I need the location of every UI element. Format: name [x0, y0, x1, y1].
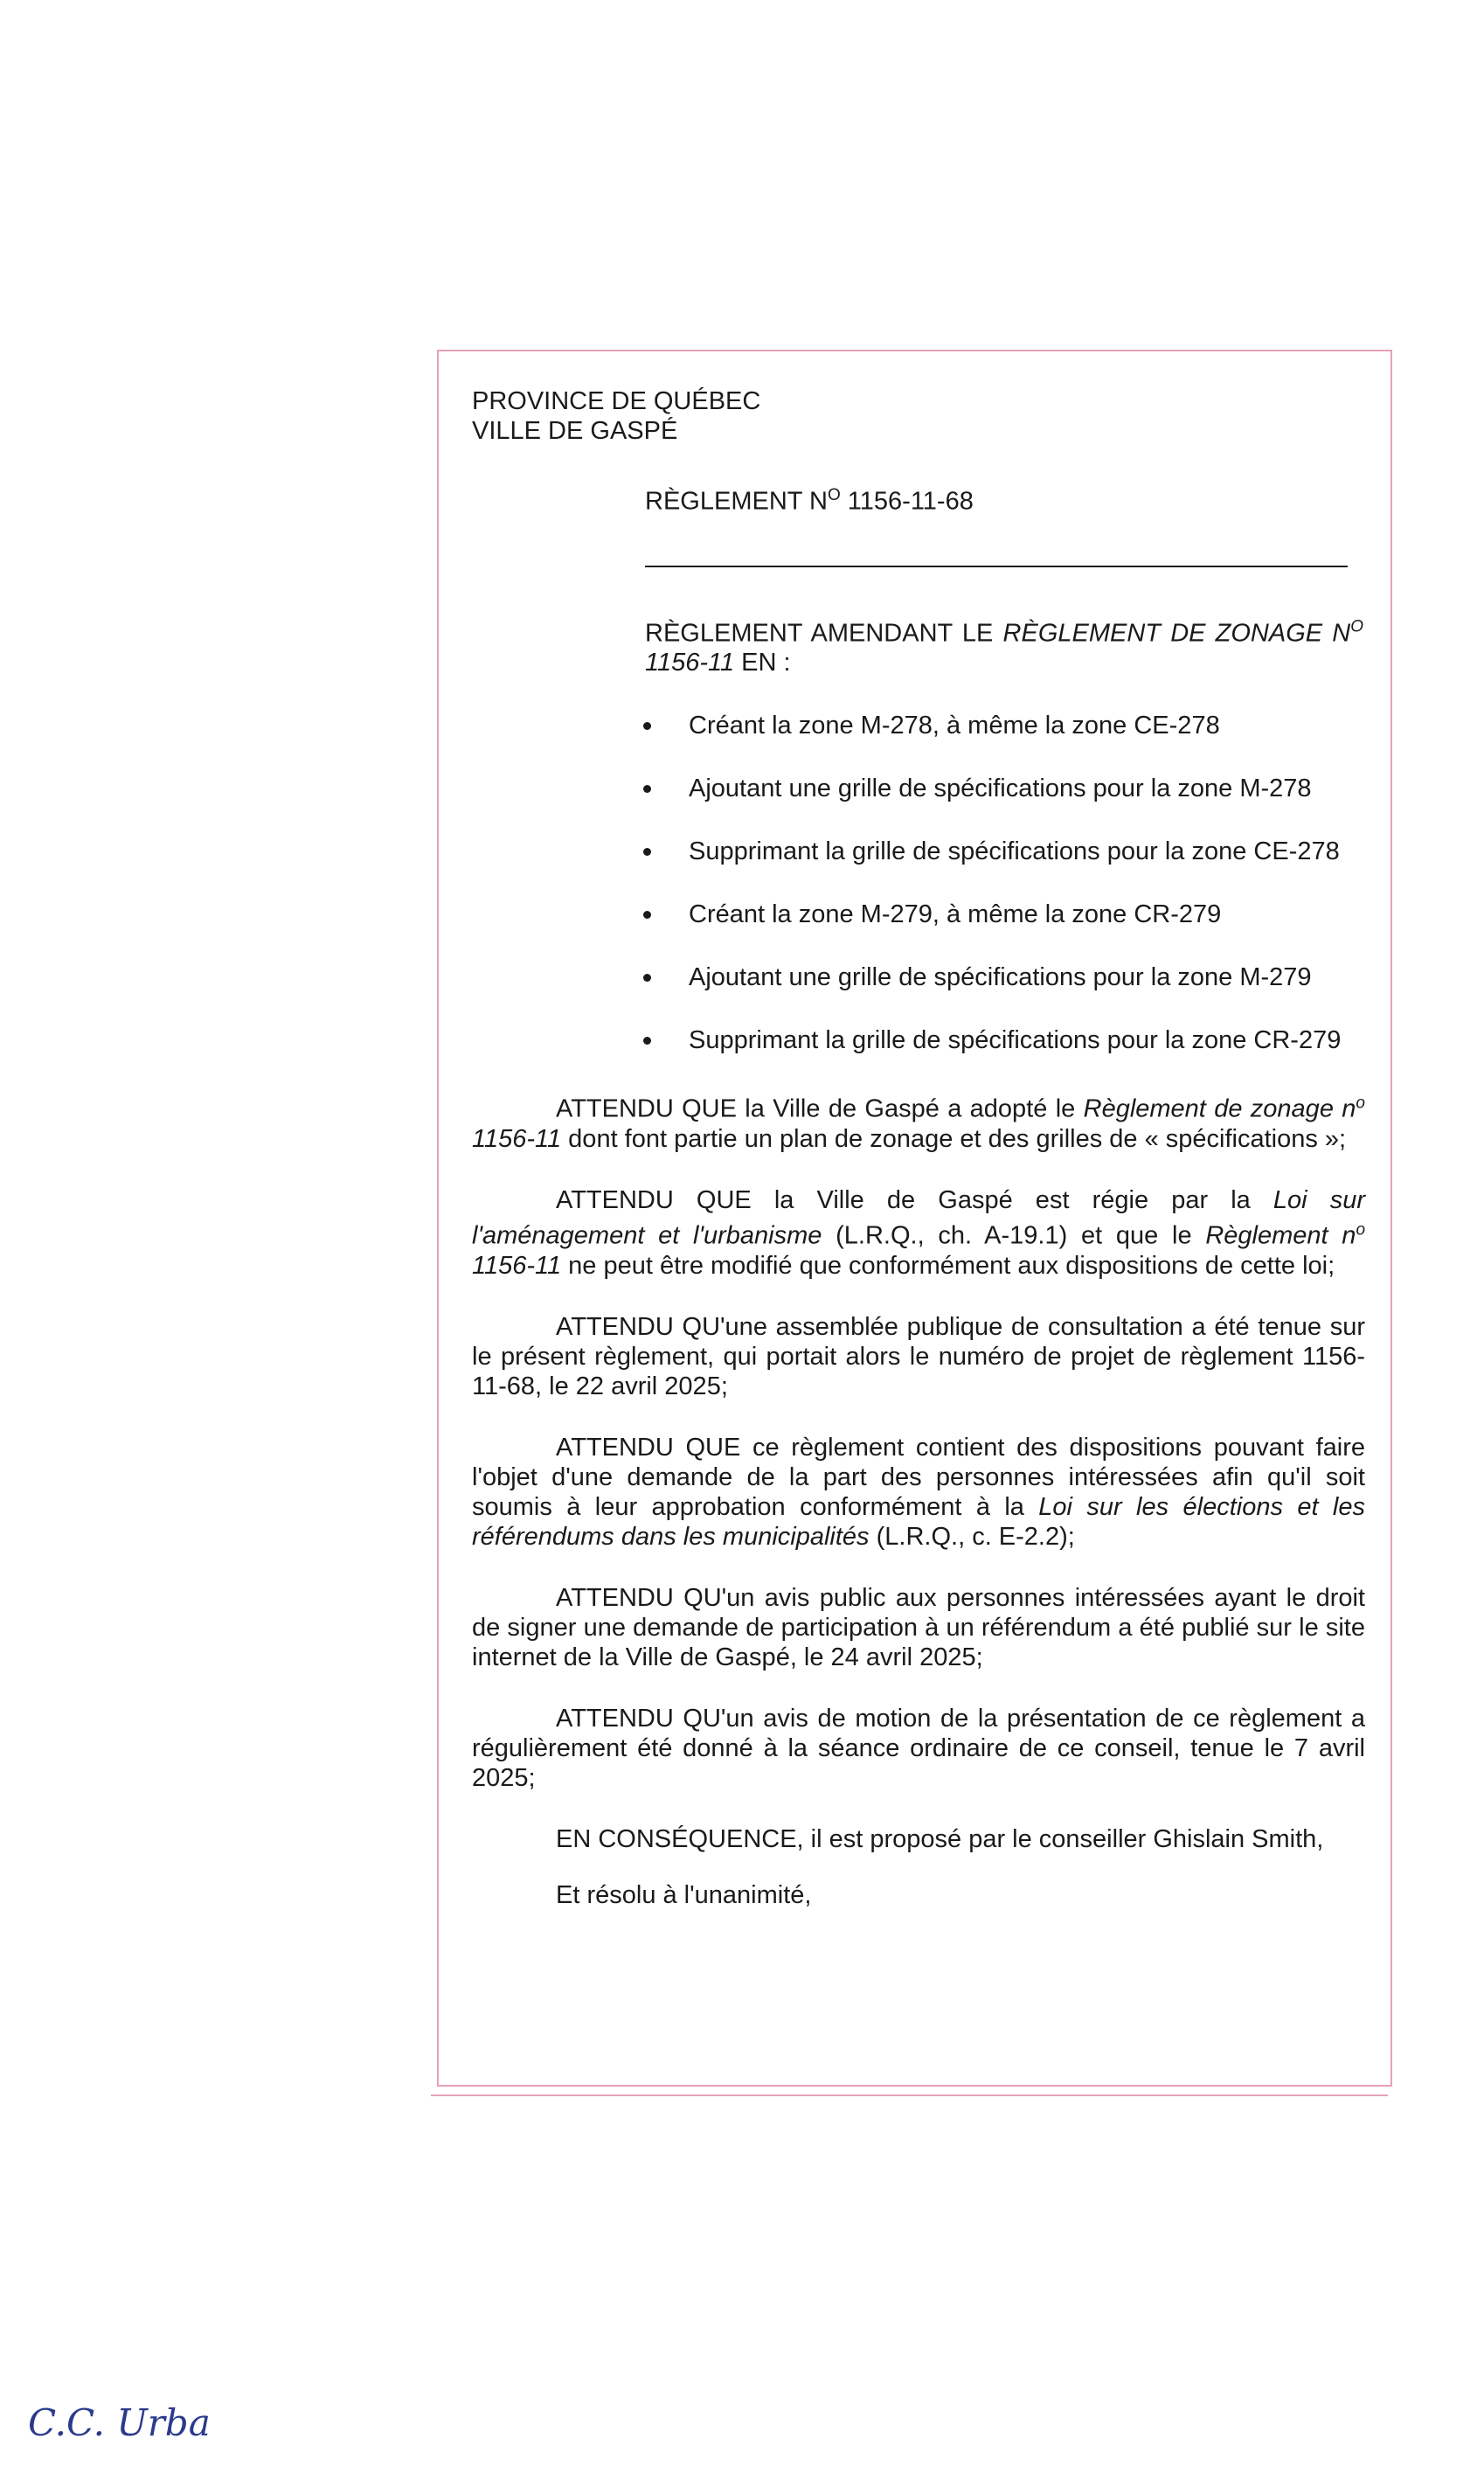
- bullet-icon: [643, 911, 651, 919]
- whereas-public-notice: ATTENDU QU'un avis public aux personnes intéressées ayant le droit de signer une demande de participation à un référendum a été publié sur le site internet de la Ville de Gaspé, le 24 avril 2025;: [472, 1583, 1365, 1671]
- handwritten-note: [24, 2386, 234, 2456]
- whereas-referendum-provisions: ATTENDU QUE ce règlement contient des dispositions pouvant faire l'objet d'une demande de la part des personnes intéressées afin qu'il soit soumis à leur approbation conformément à la Loi sur les élections et les référendums dans les municipalités (L.R.Q., c. E-2.2);: [472, 1433, 1365, 1551]
- bullet-icon: [643, 785, 651, 793]
- bullet-icon: [643, 722, 651, 730]
- whereas-consultation: ATTENDU QU'une assemblée publique de consultation a été tenue sur le présent règlement, qui portait alors le numéro de projet de règlement 1156-11-68, le 22 avril 2025;: [472, 1312, 1365, 1400]
- handwritten-note-text: C.C. Urba: [28, 2401, 211, 2444]
- bullet-icon: [643, 974, 651, 982]
- resolution-unanimous: Et résolu à l'unanimité,: [556, 1880, 812, 1909]
- separator-line: [645, 566, 1348, 567]
- document-body: [472, 386, 1365, 1910]
- consequence-proposal: EN CONSÉQUENCE, il est proposé par le conseiller Ghislain Smith,: [556, 1824, 1324, 1853]
- list-item: Ajoutant une grille de spécifications pour la zone M-279: [472, 962, 1365, 992]
- amendment-list: [472, 711, 1365, 1055]
- list-item: Ajoutant une grille de spécifications pour la zone M-278: [472, 774, 1365, 803]
- list-item: Créant la zone M-278, à même la zone CE-278: [472, 711, 1365, 740]
- ville-line: VILLE DE GASPÉ: [472, 417, 678, 445]
- reglement-title: RÈGLEMENT AMENDANT LE RÈGLEMENT DE ZONAGE $N^O$ 1156-11 EN :: [645, 617, 1363, 677]
- whereas-law: ATTENDU QUE la Ville de Gaspé est régie par la Loi sur l'aménagement et l'urbanisme (L.R.Q., ch. A-19.1) et que le Règlement $n^o$ 1156-11 ne peut être modifié que conformément aux dispositions de cette loi;: [472, 1185, 1366, 1280]
- frame-bottom-rule: [431, 2094, 1388, 2096]
- list-item: Supprimant la grille de spécifications pour la zone CE-278: [472, 837, 1365, 866]
- list-item: Supprimant la grille de spécifications pour la zone CR-279: [472, 1025, 1365, 1055]
- whereas-adoption: ATTENDU QUE la Ville de Gaspé a adopté le Règlement de zonage $n^o$ 1156-11 dont font partie un plan de zonage et des grilles de « spécifications »;: [472, 1094, 1365, 1153]
- bullet-icon: [643, 1037, 651, 1045]
- reglement-number: RÈGLEMENT $N^O$ 1156-11-68: [645, 486, 974, 516]
- list-item: Créant la zone M-279, à même la zone CR-279: [472, 900, 1365, 929]
- province-line: PROVINCE DE QUÉBEC: [472, 387, 761, 415]
- whereas-motion-notice: ATTENDU QU'un avis de motion de la présentation de ce règlement a régulièrement été donné à la séance ordinaire de ce conseil, tenue le 7 avril 2025;: [472, 1704, 1365, 1792]
- bullet-icon: [643, 848, 651, 856]
